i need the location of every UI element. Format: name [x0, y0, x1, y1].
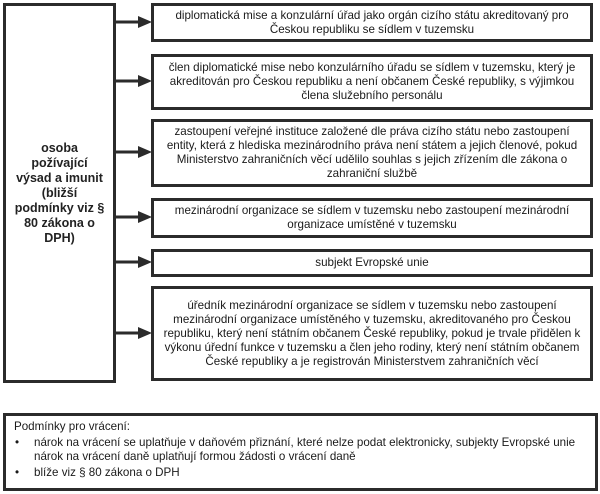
bullet-icon: • [15, 436, 20, 449]
target-text: zastoupení veřejné instituce založené dle práva cizího státu nebo zastoupení entity, která z hlediska mezinárodního práva není státem a jejich členové, pokud Ministerstvo zahraničních věcí udělilo souhlas s jejich zřízením dle zákona o zahraniční službě [166, 125, 578, 180]
target-text: úředník mezinárodní organizace se sídlem v tuzemsku nebo zastoupení mezinárodní organizace umístěného v tuzemsku, akreditovaného pro Českou republiku, který není státním občanem České republiky, pokud je trvale přidělen k výkonu úřední funkce v tuzemsku a člen jeho rodiny, který není státním občanem České republiky a je registrován Ministerstvem zahraničních věcí [163, 298, 581, 368]
condition-text: blíže viz § 80 zákona o DPH [34, 466, 180, 479]
arrow-right-icon [115, 16, 152, 28]
target-text: člen diplomatické mise nebo konzulárního úřadu se sídlem v tuzemsku, který je akreditován pro Českou republiku a není občanem České republiky, s výjimkou člena služebního personálu [168, 61, 576, 102]
bullet-icon: • [15, 466, 20, 479]
conditions-list [14, 436, 587, 480]
target-box [151, 198, 593, 238]
target-box [151, 119, 593, 187]
target-text: mezinárodní organizace se sídlem v tuzemsku nebo zastoupení mezinárodní organizace umístěné v tuzemsku [174, 204, 570, 231]
list-item [14, 436, 587, 464]
arrow-right-icon [115, 211, 152, 223]
arrow-right-icon [115, 256, 152, 268]
conditions-box [3, 413, 598, 491]
conditions-title: Podmínky pro vrácení: [14, 420, 130, 433]
source-label: osoba požívající výsad a imunit (bližší podmínky viz § 80 zákona o DPH) [14, 140, 105, 245]
target-box [151, 249, 593, 277]
arrow-right-icon [115, 75, 152, 87]
arrow-right-icon [115, 146, 152, 158]
condition-text: nárok na vrácení se uplatňuje v daňovém přiznání, které nelze podat elektronicky, subjekty Evropské unie nárok na vrácení daně uplatňují formou žádosti o vrácení daně [34, 436, 576, 463]
target-box [151, 286, 593, 381]
target-box [151, 54, 593, 110]
arrow-right-icon [115, 327, 152, 339]
target-box [151, 3, 593, 42]
target-text: subjekt Evropské unie [315, 256, 429, 269]
list-item [14, 466, 587, 480]
source-box [3, 3, 116, 383]
target-text: diplomatická mise a konzulární úřad jako orgán cizího státu akreditovaný pro Českou republiku se sídlem v tuzemsku [175, 8, 569, 36]
